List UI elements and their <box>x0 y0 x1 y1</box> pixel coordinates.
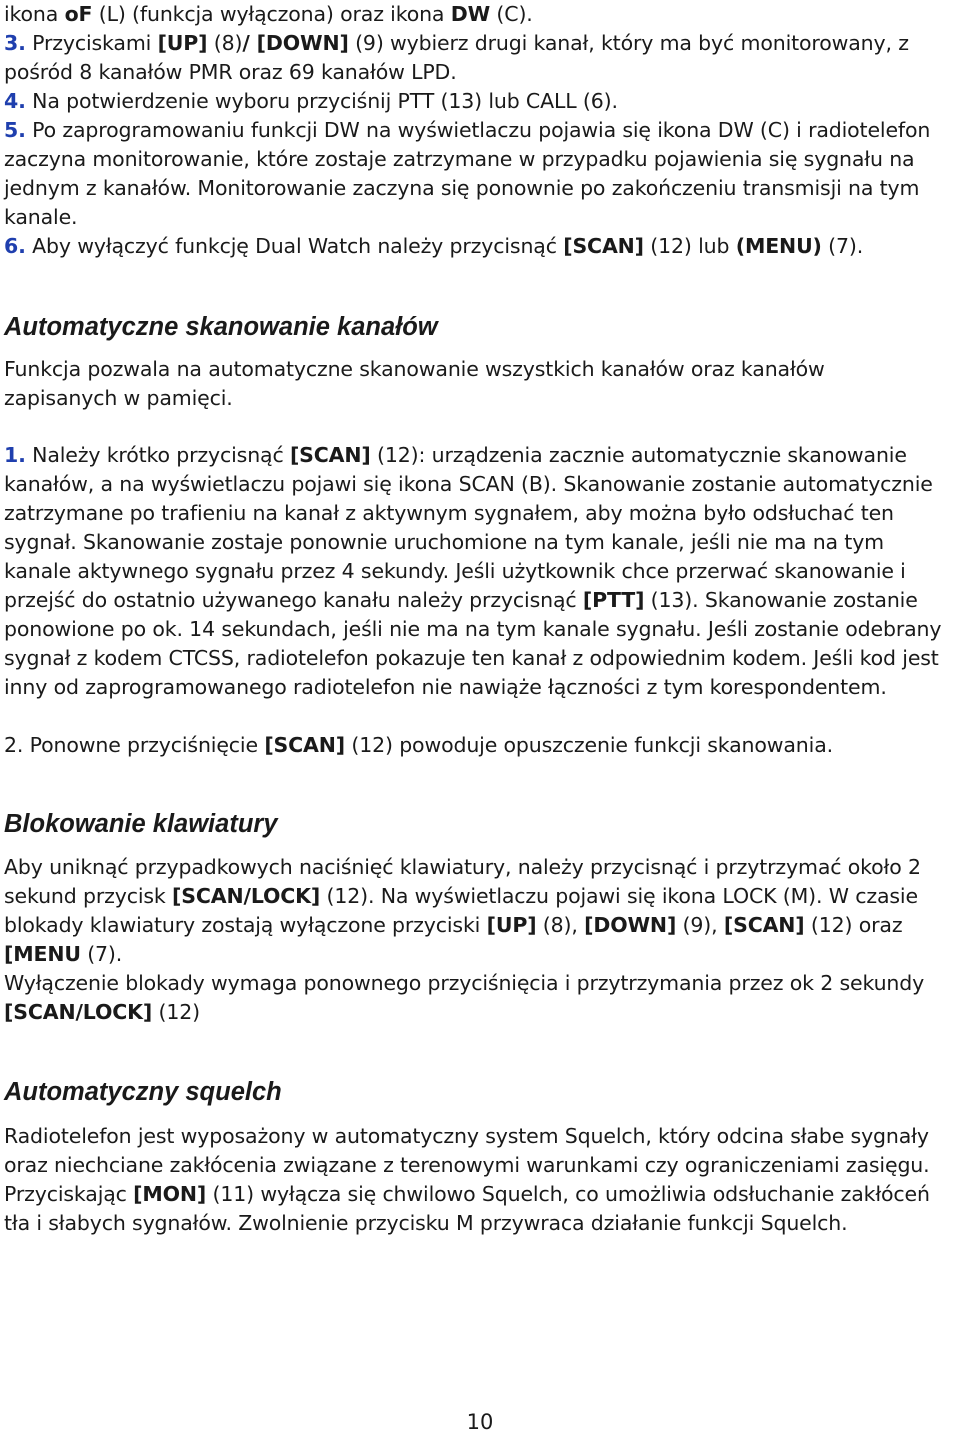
heading-auto-squelch: Automatyczny squelch <box>4 1078 282 1106</box>
scan-step-2 <box>4 731 956 760</box>
icon-of-label: oF <box>64 2 93 26</box>
key-scan: [SCAN] <box>289 443 371 467</box>
text: Należy krótko przycisnąć <box>25 443 290 467</box>
key-scan: [SCAN] <box>264 733 345 757</box>
text: Radiotelefon jest wyposażony w automatyczny system Squelch, który odcina słabe sygnały oraz niechciane zakłócenia związane z terenowymi warunkami czy ograniczeniami zasięgu. Przyciskając <box>4 1124 930 1206</box>
lock-paragraph-2 <box>4 969 956 1027</box>
text: (11) wyłącza się chwilowo Squelch, co umożliwia odsłuchanie zakłóceń tła i słabych sygnałów. Zwolnienie przycisku M przywraca działanie funkcji Squelch. <box>4 1182 930 1235</box>
text: Przyciskami <box>25 31 158 55</box>
step-number: 5. <box>4 118 26 142</box>
key-menu: [MENU <box>4 942 81 966</box>
key-ptt: [PTT] <box>582 588 645 612</box>
step-number: 3. <box>4 31 26 55</box>
text: (7). <box>80 942 123 966</box>
text: Aby uniknąć przypadkowych naciśnięć klawiatury, należy przycisnąć i przytrzymać około 2 sekund przycisk <box>4 855 921 908</box>
page-number: 10 <box>466 1410 494 1434</box>
text: (12) lub <box>643 234 736 258</box>
text: (L) (funkcja wyłączona) oraz ikona <box>92 2 451 26</box>
text: (7). <box>821 234 864 258</box>
text: (12) powoduje opuszczenie funkcji skanowania. <box>344 733 833 757</box>
scan-intro: Funkcja pozwala na automatyczne skanowanie wszystkich kanałów oraz kanałów zapisanych w pamięci. <box>4 357 825 410</box>
step-6 <box>4 232 956 261</box>
step-4 <box>4 87 956 116</box>
key-down: [DOWN] <box>584 913 677 937</box>
icon-dw-label: DW <box>450 2 491 26</box>
text: (12). Na wyświetlaczu pojawi się ikona LOCK (M). W czasie blokady klawiatury zostają wyłączone przyciski <box>4 884 918 937</box>
key-up: [UP] <box>486 913 537 937</box>
key-menu: (MENU) <box>735 234 822 258</box>
key-scan: [SCAN] <box>723 913 805 937</box>
step-5 <box>4 116 956 232</box>
key-scan: [SCAN] <box>563 234 644 258</box>
text: (13). Skanowanie zostanie ponowione po ok. 14 sekundach, jeśli nie ma na tym kanale sygnału. Jeśli zostanie odebrany sygnał z kodem CTCSS, radiotelefon pokazuje ten kanał z odpowiednim kodem. Jeśli kod jest inny od zaprogramowanego radiotelefon nie nawiąże łączności z tym korespondentem. <box>4 588 942 699</box>
text: (C). <box>490 2 533 26</box>
squelch-paragraph <box>4 1122 956 1238</box>
heading-automatic-scan: Automatyczne skanowanie kanałów <box>4 313 438 341</box>
text: Po zaprogramowaniu funkcji DW na wyświetlaczu pojawia się ikona DW (C) i radiotelefon zaczyna monitorowanie, które zostaje zatrzymane w przypadku pojawienia się sygnału na jednym z kanałów. Monitorowanie zaczyna się ponownie po zakończeniu transmisji na tym kanale. <box>4 118 931 229</box>
step-number: 1. <box>4 443 26 467</box>
text: (8), <box>536 913 585 937</box>
key-scan-lock: [SCAN/LOCK] <box>172 884 321 908</box>
key-scan-lock: [SCAN/LOCK] <box>4 1000 153 1024</box>
heading-keypad-lock: Blokowanie klawiatury <box>4 810 278 838</box>
key-up: [UP] <box>157 31 208 55</box>
text: Wyłączenie blokady wymaga ponownego przyciśnięcia i przytrzymania przez ok 2 sekundy <box>4 971 925 995</box>
text: 2. Ponowne przyciśnięcie <box>4 733 265 757</box>
text: (9), <box>676 913 724 937</box>
scan-step-1 <box>4 441 956 702</box>
step-3 <box>4 29 956 87</box>
key-down: / [DOWN] <box>242 31 349 55</box>
text: Aby wyłączyć funkcję Dual Watch należy przycisnąć <box>25 234 564 258</box>
text: Na potwierdzenie wyboru przyciśnij PTT (13) lub CALL (6). <box>25 89 618 113</box>
text: (8) <box>207 31 243 55</box>
text: (12) oraz <box>804 913 903 937</box>
lock-paragraph-1 <box>4 853 956 969</box>
text: (12): urządzenia zacznie automatycznie skanowanie kanałów, a na wyświetlaczu pojawi się ikona SCAN (B). Skanowanie zostanie automatycznie zatrzymane po trafieniu na kanał z aktywnym sygnałem, aby można było odsłuchać ten sygnał. Skanowanie zostaje ponownie uruchomione na tym kanale, jeśli nie ma na tym kanale aktywnego sygnału przez 4 sekundy. Jeśli użytkownik chce przerwać skanowanie i przejść do ostatnio używanego kanału należy przycisnąć <box>4 443 933 612</box>
step-number: 6. <box>4 234 26 258</box>
dual-watch-icon-line <box>4 0 956 29</box>
text: (9) wybierz drugi kanał, który ma być monitorowany, z pośród 8 kanałów PMR oraz 69 kanałów LPD. <box>4 31 909 84</box>
key-mon: [MON] <box>133 1182 207 1206</box>
step-number: 4. <box>4 89 26 113</box>
text: ikona <box>4 2 65 26</box>
text: (12) <box>152 1000 200 1024</box>
